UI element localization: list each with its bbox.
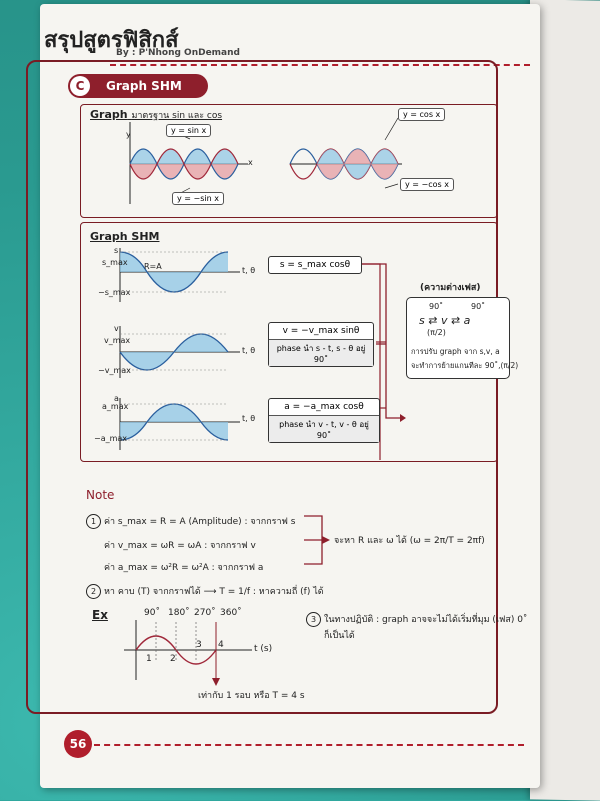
s-x-label: t, θ: [242, 266, 256, 275]
s-axis-label: s: [114, 246, 119, 255]
ex-deg-270: 270˚: [194, 608, 216, 618]
ex-t-1: 1: [146, 654, 152, 664]
label-cosx: y = cos x: [398, 108, 445, 121]
note-heading: Note: [86, 488, 115, 502]
ex-deg-90: 90˚: [144, 608, 160, 618]
part1-heading: Graph มาตรฐาน sin และ cos: [90, 108, 223, 121]
s-min-label: −s_max: [98, 288, 131, 297]
phase-title: (ความต่างเฟส): [420, 283, 481, 293]
a-x-label: t, θ: [242, 414, 256, 423]
v-max-label: v_max: [104, 336, 131, 345]
ex-t-2: 2: [170, 654, 176, 664]
ex-xaxis-label: t (s): [254, 644, 273, 654]
next-page-edge: [530, 0, 600, 801]
label-msinx: y = −sin x: [172, 192, 224, 205]
example-label: Ex: [92, 608, 108, 622]
example-graph: [120, 616, 273, 688]
phase-box: [406, 297, 519, 379]
note-result: จะหา R และ ω ได้ (ω = 2π/T = 2πf): [334, 536, 485, 546]
a-max-label: a_max: [102, 402, 129, 411]
v-x-label: t, θ: [242, 346, 256, 355]
note-row3: ค่า a_max = ω²R = ω²A : จากกราฟ a: [104, 563, 264, 573]
equation-s: s = s_max cosθ: [268, 256, 362, 274]
y-axis-label: y: [126, 130, 131, 139]
note-row4: 2 หา คาบ (T) จากกราฟได้ ⟶ T = 1/f : หาความถี่ (f) ได้: [86, 584, 324, 599]
note-num-2: 2: [86, 584, 101, 599]
footer-divider: [94, 744, 524, 746]
section-title: Graph SHM: [106, 79, 182, 93]
label-mcosx: y = −cos x: [400, 178, 454, 191]
ra-label: R=A: [144, 262, 162, 271]
phase-deg2: 90˚: [471, 302, 486, 311]
phase-deg1: 90˚: [429, 302, 444, 311]
note-row5-cont: ก็เป็นได้: [324, 631, 355, 641]
equation-a: a = −a_max cosθ phase นำ v - t, v - θ อยู่ 90˚: [268, 398, 380, 443]
ex-note: เท่ากับ 1 รอบ หรือ T = 4 s: [198, 691, 305, 701]
note-row1: 1 ค่า s_max = R = A (Amplitude) : จากกราฟ s: [86, 514, 295, 529]
phase-desc1: การปรับ graph จาก s,v, a: [411, 347, 500, 356]
a-min-label: −a_max: [94, 434, 128, 443]
phase-frac: (π/2): [427, 328, 446, 337]
ex-t-4: 4: [218, 640, 224, 650]
phase-desc2: จะทำการย้ายแกนทีละ 90˚,(π/2): [411, 361, 519, 370]
v-min-label: −v_max: [98, 366, 131, 375]
section-badge: C: [70, 76, 90, 96]
ex-deg-180: 180˚: [168, 608, 190, 618]
x-axis-label: x: [248, 158, 253, 167]
ex-t-3: 3: [196, 640, 202, 650]
note-num-1: 1: [86, 514, 101, 529]
page-byline: By : P'Nhong OnDemand: [116, 48, 240, 58]
page-title: สรุปสูตรฟิสิกส์: [44, 28, 179, 53]
equation-v: v = −v_max sinθ phase นำ s - t, s - θ อยู่ 90˚: [268, 322, 374, 367]
a-axis-label: a: [114, 394, 119, 403]
s-max-label: s_max: [102, 258, 128, 267]
ex-deg-360: 360˚: [220, 608, 242, 618]
note-num-3: 3: [306, 612, 321, 627]
note-row5: 3 ในทางปฏิบัติ : graph อาจจะไม่ได้เริ่มที่มุม (เฟส) 0˚: [306, 612, 527, 627]
part2-heading: Graph SHM: [90, 230, 160, 243]
v-axis-label: v: [114, 324, 119, 333]
note-row2: ค่า v_max = ωR = ωA : จากกราฟ v: [104, 541, 256, 551]
label-sinx: y = sin x: [166, 124, 211, 137]
page-number: 56: [64, 730, 92, 758]
phase-chain: s ⇄ v ⇄ a: [419, 314, 471, 327]
